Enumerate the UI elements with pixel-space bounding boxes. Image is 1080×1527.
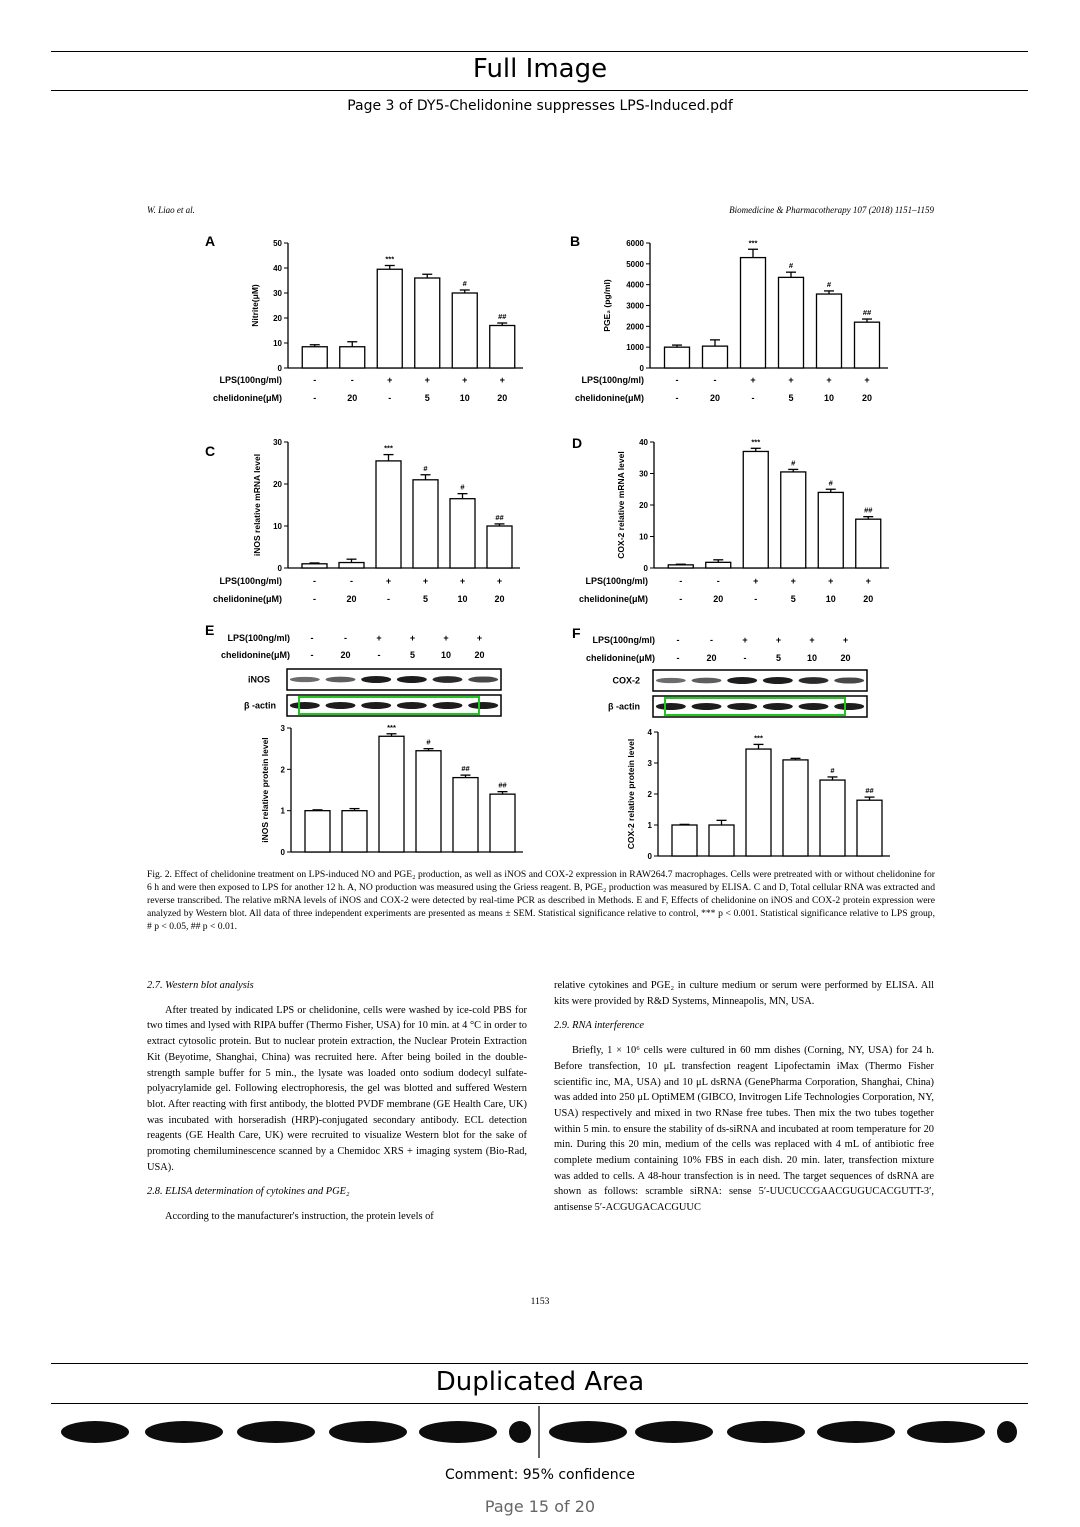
significance-label: ***: [754, 733, 763, 743]
y-axis-label: iNOS relative protein level: [260, 737, 270, 843]
significance-label: ##: [862, 308, 872, 318]
significance-label: #: [462, 279, 467, 288]
bar: [706, 562, 731, 568]
y-tick-label: 0: [647, 852, 652, 860]
y-axis-label: iNOS relative mRNA level: [252, 453, 262, 557]
lps-sign: +: [443, 633, 449, 643]
lps-sign: -: [713, 375, 717, 385]
y-tick-label: 40: [639, 438, 648, 447]
lps-sign: +: [387, 375, 393, 385]
panel-B: [570, 233, 888, 373]
bar: [703, 346, 728, 368]
western-blot-F-cox2: [612, 670, 867, 691]
y-tick-label: 2: [280, 765, 285, 775]
treatment-rows-E: [221, 633, 485, 660]
chel-value: 20: [861, 393, 873, 403]
right-column: [554, 978, 934, 1216]
lps-sign: -: [350, 375, 354, 385]
blot-band: [692, 703, 722, 710]
lps-sign: -: [710, 635, 713, 645]
y-tick-label: 10: [273, 522, 282, 531]
chel-value: -: [387, 594, 390, 604]
panel-letter: C: [205, 443, 216, 459]
bar: [783, 760, 808, 856]
chel-value: 20: [706, 653, 717, 663]
y-tick-label: 0: [639, 364, 644, 373]
page-title: Full Image: [472, 54, 608, 84]
significance-label: ##: [864, 505, 873, 515]
y-tick-label: 40: [273, 264, 282, 273]
chel-value: 20: [346, 594, 357, 604]
bar: [743, 451, 768, 568]
y-tick-label: 30: [639, 469, 648, 479]
bar: [817, 294, 842, 368]
lps-sign: -: [344, 633, 347, 643]
row-label-lps: LPS(100ng/ml): [592, 635, 655, 645]
spacer: [554, 1034, 934, 1043]
chel-value: -: [751, 393, 755, 403]
panel-C: [205, 438, 520, 573]
significance-label: ***: [384, 443, 393, 453]
row-label-lps: LPS(100ng/ml): [227, 633, 290, 643]
top-rule: [51, 51, 1028, 52]
significance-label: #: [426, 737, 431, 747]
significance-label: ***: [748, 238, 758, 248]
blot-label: β -actin: [608, 701, 640, 712]
row-label-chelidonine: chelidonine(μM): [220, 650, 290, 660]
y-axis-label: COX-2 relative protein level: [626, 738, 636, 850]
blot-band: [763, 703, 793, 710]
significance-label: #: [423, 463, 428, 473]
row-label-chelidonine: chelidonine(μM): [212, 393, 282, 403]
row-label-chelidonine: chelidonine(μM): [212, 594, 282, 604]
y-tick-label: 0: [280, 848, 285, 857]
chel-value: 10: [457, 594, 468, 604]
y-tick-label: 5000: [626, 259, 644, 269]
chel-value: 5: [409, 650, 416, 660]
lps-sign: +: [788, 375, 794, 385]
chel-value: 20: [494, 594, 505, 604]
bar: [487, 526, 512, 568]
duplicated-band: [145, 1421, 223, 1443]
lps-sign: -: [313, 375, 317, 385]
bar: [820, 780, 845, 856]
row-label-lps: LPS(100ng/ml): [585, 576, 648, 586]
section-text-2-7: After treated by indicated LPS or chelidonine, cells were washed by ice-cold PBS for two times and lysed with RIPA buffer (Thermo Fisher, USA) for 10 min. at 4 °C in order to extract cytosolic protein. But to nuclear protein extraction, the Nuclear Protein Extraction Kit (Beyotime, Shanghai, China) was recruited here. After being boiled in the double-strength sample buffer for 5 min., the lysate was loaded onto sodium dodecyl sulfate-polyacrylamide gel. Following electrophoresis, the gel was blotted and suffered Western blot. After reacting with first antibody, the blotted PVDF membrane (GE Health Care, UK) was incubated with horseradish (HRP)-conjugated secondary antibody. ECL detection reagents (GE Health Care, UK) were recruited to visualize Western blot for the sake of promoting chemiluminescence scanned by a Chemidoc XRS + imaging system (Bio-Rad, USA).: [147, 1004, 527, 1173]
significance-label: #: [830, 765, 835, 775]
y-tick-label: 1: [647, 821, 652, 830]
blot-label: COX-2: [612, 675, 640, 686]
bar: [855, 322, 880, 368]
significance-label: #: [791, 458, 796, 468]
figure-2: [140, 220, 940, 860]
bar: [453, 778, 478, 852]
chel-value: 10: [440, 650, 452, 660]
spacer: [554, 1009, 934, 1018]
y-tick-label: 6000: [626, 239, 644, 248]
bar: [781, 472, 806, 568]
blot-band: [799, 703, 829, 710]
blot-band: [326, 702, 356, 709]
treatment-rows-C: [213, 576, 505, 604]
y-tick-label: 20: [273, 314, 282, 323]
row-label-lps: LPS(100ng/ml): [581, 375, 644, 385]
lps-sign: +: [775, 635, 782, 645]
title-rule: [51, 90, 1028, 91]
confidence-comment: Comment: 95% confidence: [445, 1467, 635, 1483]
chel-value: 20: [474, 650, 485, 660]
lps-sign: +: [753, 576, 759, 586]
lps-sign: +: [842, 635, 849, 645]
section-text-2-9: Briefly, 1 × 10⁶ cells were cultured in 60 mm dishes (Corning, NY, USA) for 24 h. Before transfection, 10 μL transfection reagent Lipofectamin iMax (Thermo Fisher scientific inc, MA, USA) and 10 μL dsRNA (GenePharma Corporation, Shanghai, China) was added into 250 μL OptiMEM (GIBCO, Invitrogen Life Technologies Corporation, NY, USA) respectively and mixed in two RNase free tubes. Then mix the two tubes together within 5 min. to ensure the stability of ds-siRNA and incubated at room temperature for 20 min. During this 20 min, medium of the cells was replaced with 4 mL of antibiotic free complete medium containing 10% FBS in each dish. 20 min. later, transfection mixture was added to cells. A 48-hour transfection is in need. The target sequences of dsRNA are shown as follows: scramble siRNA: sense 5′-UUCUCCGAACGUGUCACGUTT-3′, antisense 5′-ACGUGACACGUUC: [554, 1045, 934, 1214]
blot-band: [834, 677, 864, 683]
dup-title-rule: [51, 1403, 1028, 1404]
spacer: [147, 1200, 527, 1209]
significance-label: ***: [387, 722, 396, 732]
panel-letter: B: [570, 233, 581, 249]
chel-value: 20: [709, 393, 721, 403]
right-column-intro: relative cytokines and PGE₂ in culture medium or serum were performed by ELISA. All kits were provided by R&D Systems, Minneapolis, MN, USA.: [554, 980, 934, 1007]
left-column: [147, 978, 527, 1225]
bar: [416, 751, 441, 852]
panel-letter: A: [205, 233, 216, 249]
y-tick-label: 2000: [626, 322, 644, 332]
duplicated-band: [635, 1421, 713, 1443]
bar: [452, 293, 477, 368]
chel-value: 20: [863, 594, 874, 604]
panel-letter: D: [572, 435, 583, 451]
bar: [342, 811, 367, 852]
treatment-rows-F: [586, 635, 851, 663]
page-counter: Page 15 of 20: [484, 1497, 596, 1516]
chel-value: -: [388, 393, 392, 403]
significance-label: #: [828, 478, 833, 488]
treatment-rows-B: [575, 375, 872, 403]
section-heading-2-7: 2.7. Western blot analysis: [147, 980, 254, 991]
lps-sign: -: [310, 633, 314, 643]
chel-value: -: [754, 594, 758, 604]
bar: [302, 347, 327, 368]
blot-band: [763, 677, 793, 684]
blot-band: [361, 676, 391, 683]
chel-value: 10: [823, 393, 835, 403]
y-tick-label: 20: [273, 480, 282, 489]
bar: [672, 825, 697, 856]
chel-value: 5: [775, 653, 782, 663]
panel-D: [572, 435, 889, 573]
y-tick-label: 0: [277, 564, 282, 573]
bar: [741, 258, 766, 368]
blot-band: [656, 678, 686, 683]
bar: [857, 800, 882, 856]
y-tick-label: 0: [643, 564, 648, 573]
duplicated-band: [907, 1421, 985, 1443]
bar: [379, 736, 404, 852]
western-blot-F-actin: [608, 696, 867, 717]
row-label-chelidonine: chelidonine(μM): [585, 653, 655, 663]
duplicated-band: [237, 1421, 315, 1443]
lps-sign: -: [350, 576, 353, 586]
row-label-chelidonine: chelidonine(μM): [578, 594, 648, 604]
lps-sign: +: [385, 576, 392, 586]
bar: [377, 269, 402, 368]
bar: [665, 347, 690, 368]
duplicated-band: [509, 1421, 531, 1443]
lps-sign: +: [826, 375, 832, 385]
y-axis-label: COX-2 relative mRNA level: [616, 451, 626, 559]
y-tick-label: 1000: [626, 343, 644, 353]
dup-top-rule: [51, 1363, 1028, 1364]
panel-A: [205, 233, 523, 373]
bar: [415, 278, 440, 368]
significance-label: ##: [865, 786, 874, 796]
duplicated-band: [817, 1421, 895, 1443]
chel-value: -: [310, 650, 314, 660]
row-label-lps: LPS(100ng/ml): [219, 576, 282, 586]
lps-sign: +: [864, 375, 870, 385]
duplicated-band: [997, 1421, 1017, 1443]
lps-sign: +: [459, 576, 466, 586]
duplicated-band: [727, 1421, 805, 1443]
y-tick-label: 4000: [626, 280, 644, 290]
running-header-right: Biomedicine & Pharmacotherapy 107 (2018) 1151–1159: [729, 205, 934, 215]
blot-band: [727, 703, 757, 710]
significance-label: #: [826, 279, 832, 289]
y-tick-label: 10: [273, 339, 282, 348]
bar: [856, 519, 881, 568]
chel-value: 10: [806, 653, 818, 663]
row-label-lps: LPS(100ng/ml): [219, 375, 282, 385]
y-tick-label: 30: [273, 289, 282, 298]
significance-label: ##: [498, 780, 507, 790]
y-tick-label: 4: [647, 728, 652, 737]
running-header-left: W. Liao et al.: [147, 205, 195, 215]
duplicated-band: [419, 1421, 497, 1443]
y-axis-label: PGE₂ (pg/ml): [602, 279, 612, 332]
y-tick-label: 50: [273, 239, 282, 248]
y-tick-label: 2: [647, 790, 652, 799]
bar: [340, 347, 365, 368]
bar: [818, 492, 843, 568]
blot-band: [727, 677, 757, 684]
lps-sign: +: [476, 633, 483, 643]
blot-band: [361, 702, 391, 709]
western-blot-E-inos: [248, 669, 501, 690]
chel-value: -: [313, 393, 317, 403]
y-tick-label: 10: [639, 532, 648, 542]
y-tick-label: 20: [639, 501, 648, 510]
bar: [668, 565, 693, 568]
bar: [376, 461, 401, 568]
significance-label: ##: [495, 512, 504, 522]
chel-value: 10: [459, 393, 470, 403]
treatment-rows-D: [579, 576, 873, 604]
bar: [305, 811, 330, 852]
lps-sign: +: [422, 576, 429, 586]
blot-band: [692, 678, 722, 684]
blot-label: iNOS: [247, 674, 270, 685]
chel-value: 5: [788, 393, 794, 403]
bar: [709, 825, 734, 856]
y-tick-label: 1: [280, 806, 285, 816]
blot-band: [656, 703, 686, 710]
bar: [339, 563, 364, 568]
chel-value: 20: [347, 393, 358, 403]
chel-value: -: [743, 653, 747, 663]
treatment-rows-A: [213, 375, 507, 403]
significance-label: #: [788, 261, 794, 271]
spacer: [147, 1175, 527, 1184]
lps-sign: +: [376, 633, 382, 643]
chel-value: -: [313, 594, 316, 604]
blot-band: [397, 676, 427, 683]
chel-value: 20: [840, 653, 851, 663]
y-tick-label: 0: [277, 364, 282, 373]
chel-value: -: [377, 650, 381, 660]
significance-label: #: [460, 482, 465, 492]
significance-label: ##: [498, 312, 507, 321]
duplicated-band: [61, 1421, 129, 1443]
lps-sign: +: [496, 576, 503, 586]
y-tick-label: 3: [280, 724, 285, 733]
lps-sign: -: [679, 576, 683, 586]
chel-value: -: [675, 393, 679, 403]
chel-value: 5: [424, 393, 430, 403]
blot-band: [326, 677, 356, 683]
lps-sign: -: [675, 375, 679, 385]
spacer: [147, 994, 527, 1003]
lps-sign: -: [313, 576, 316, 586]
lps-sign: +: [750, 375, 756, 385]
bar: [779, 277, 804, 368]
bar: [490, 794, 515, 852]
significance-label: ##: [461, 764, 470, 774]
paper-page-number: 1153: [530, 1297, 550, 1307]
duplicated-band: [329, 1421, 407, 1443]
y-tick-label: 3: [647, 759, 652, 768]
source-subtitle: Page 3 of DY5-Chelidonine suppresses LPS-Induced.pdf: [347, 98, 733, 114]
duplicated-band: [549, 1421, 627, 1443]
significance-label: ***: [385, 254, 395, 264]
y-tick-label: 30: [273, 438, 282, 447]
blot-label: β -actin: [244, 700, 276, 711]
blot-band: [834, 703, 864, 710]
chel-value: -: [679, 594, 683, 604]
chel-value: 20: [713, 594, 724, 604]
lps-sign: +: [828, 576, 834, 586]
blot-band: [290, 677, 320, 682]
y-tick-label: 3000: [626, 301, 644, 311]
chel-value: 20: [497, 393, 508, 403]
lps-sign: +: [424, 375, 430, 385]
bar: [490, 326, 515, 369]
significance-label: ***: [751, 437, 761, 447]
blot-band: [290, 702, 320, 709]
lps-sign: -: [716, 576, 720, 586]
row-label-chelidonine: chelidonine(μM): [574, 393, 644, 403]
lps-sign: +: [499, 375, 505, 385]
lps-sign: -: [676, 635, 680, 645]
chel-value: -: [676, 653, 680, 663]
western-blot-E-actin: [244, 695, 501, 716]
bar: [302, 564, 327, 568]
bar: [413, 480, 438, 568]
blot-band: [433, 676, 463, 683]
blot-band: [468, 676, 498, 682]
lps-sign: +: [409, 633, 416, 643]
section-heading-2-8: 2.8. ELISA determination of cytokines and PGE₂: [147, 1186, 350, 1198]
section-heading-2-9: 2.9. RNA interference: [554, 1020, 645, 1032]
duplicated-area-title: Duplicated Area: [435, 1367, 645, 1397]
chel-value: 20: [340, 650, 351, 660]
section-text-2-8: According to the manufacturer's instruction, the protein levels of: [165, 1211, 434, 1223]
panel-letter: F: [572, 625, 581, 641]
figure-caption: Fig. 2. Effect of chelidonine treatment on LPS-induced NO and PGE₂ production, as well as iNOS and COX-2 expression in RAW264.7 macrophages. Cells were pretreated with or without chelidonine for 6 h and were then exposed to LPS for another 12 h. A, NO production was measured using the Griess reagent. B, PGE₂ production was measured by ELISA. C and D, Total cellular RNA was extracted and reverse transcribed. The relative mRNA levels of iNOS and COX-2 were detected by real-time PCR as described in Methods. E and F, Effects of chelidonine on iNOS and COX-2 protein expression were analyzed by Western blot. All data of three independent experiments are presented as means ± SEM. Statistical significance relative to control, *** p < 0.001. Statistical significance relative to LPS group, # p < 0.05, ## p < 0.01.: [147, 869, 935, 932]
chel-value: 10: [825, 594, 836, 604]
duplicated-area-crops: [51, 1406, 1028, 1458]
chel-value: 5: [790, 594, 796, 604]
lps-sign: +: [462, 375, 468, 385]
bar: [450, 499, 475, 568]
lps-sign: +: [742, 635, 748, 645]
blot-band: [799, 677, 829, 684]
chel-value: 5: [422, 594, 429, 604]
bar: [746, 749, 771, 856]
blot-band: [468, 702, 498, 709]
panel-letter: E: [205, 622, 215, 638]
blot-band: [433, 702, 463, 709]
lps-sign: +: [809, 635, 815, 645]
y-axis-label: Nitrite(μM): [250, 284, 260, 327]
blot-band: [397, 702, 427, 709]
lps-sign: +: [790, 576, 796, 586]
lps-sign: +: [865, 576, 871, 586]
